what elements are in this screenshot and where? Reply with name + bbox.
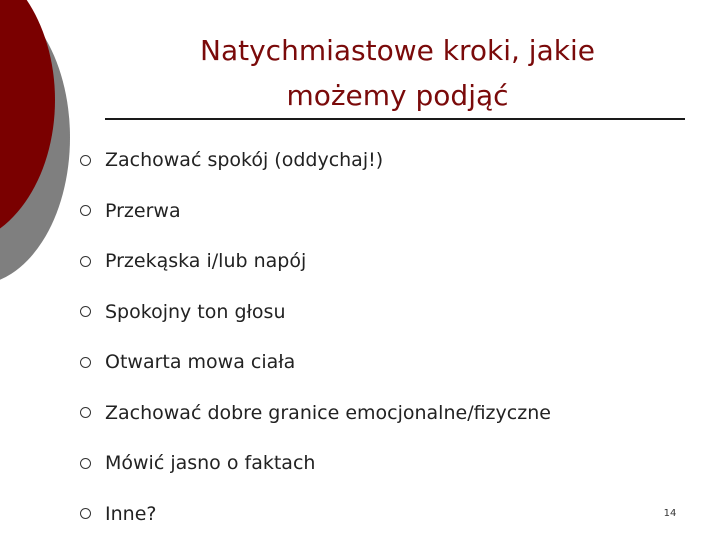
slide-title: Natychmiastowe kroki, jakie możemy podjąć [200,34,595,112]
bullet-item [80,489,551,540]
bullet-item [80,438,551,489]
bullet-item [80,337,551,388]
bullet-text: Przerwa [105,199,181,222]
bullet-item [80,287,551,338]
bullet-list [80,135,551,539]
bullet-text: Zachować spokój (oddychaj!) [105,149,384,172]
bullet-item [80,388,551,439]
bullet-text: Inne? [105,502,157,525]
bullet-circle-icon [80,407,91,418]
bullet-text: Mówić jasno o faktach [105,452,316,475]
bullet-circle-icon [80,256,91,267]
bullet-text: Spokojny ton głosu [105,300,286,323]
bullet-item [80,236,551,287]
bullet-circle-icon [80,205,91,216]
bullet-text: Otwarta mowa ciała [105,351,296,374]
bullet-circle-icon [80,155,91,166]
bullet-item [80,135,551,186]
bullet-circle-icon [80,508,91,519]
bullet-circle-icon [80,306,91,317]
bullet-text: Przekąska i/lub napój [105,250,307,273]
title-divider [105,118,685,120]
bullet-circle-icon [80,357,91,368]
bullet-circle-icon [80,458,91,469]
bullet-text: Zachować dobre granice emocjonalne/fizyczne [105,401,551,424]
bullet-item [80,186,551,237]
page-number: 14 [663,508,677,519]
